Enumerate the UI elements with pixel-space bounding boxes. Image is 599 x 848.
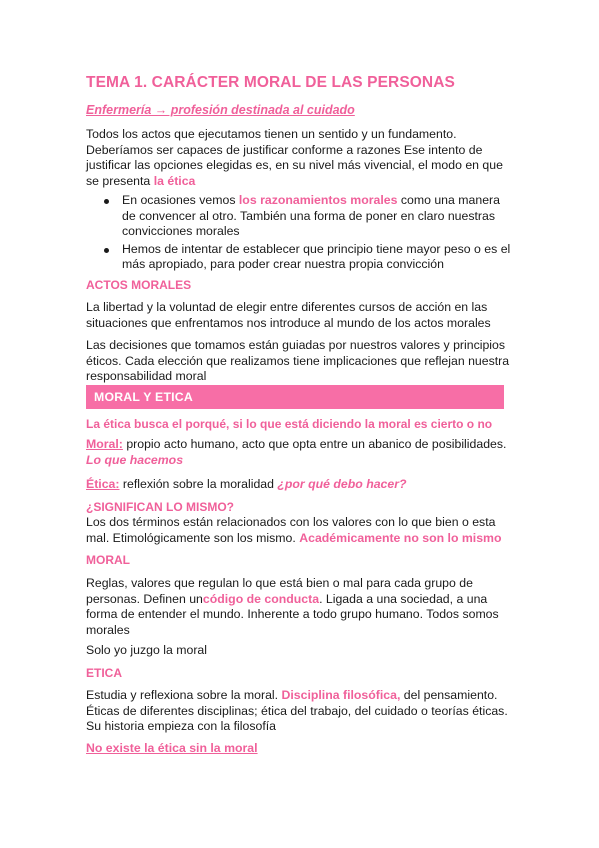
etica-highlight: Disciplina filosófica, — [281, 688, 401, 702]
actos-paragraph-1: La libertad y la voluntad de elegir entre diferentes cursos de acción en las situaciones que enfrentamos nos introduce al mundo de los actos morales — [86, 300, 491, 330]
etica-label: Ética: — [86, 477, 120, 491]
section-heading-etica: ETICA — [86, 666, 122, 680]
closing-text: No existe la ética sin la moral — [86, 741, 258, 755]
intro-highlight: la ética — [153, 173, 196, 188]
significan-paragraph — [86, 515, 516, 546]
section-heading-moral: MORAL — [86, 553, 130, 567]
bullet-text: como una manera de convencer al otro. También una forma de poner en claro nuestras convicciones morales — [122, 193, 500, 239]
moral-text-post: . Ligada a una sociedad, a una forma de entender el mundo. Inherente a todo grupo humano. Todos somos morales — [86, 591, 499, 637]
etica-def-italic: ¿por qué debo hacer? — [277, 477, 407, 491]
moral-def-text: propio acto humano, acto que opta entre un abanico de posibilidades. — [122, 437, 507, 451]
moral-text-pre: Reglas, valores que regulan lo que está bien o mal para cada grupo de personas. Definen un — [86, 576, 473, 606]
moral-paragraph-2: Solo yo juzgo la moral — [86, 643, 207, 657]
significan-highlight: Académicamente no son lo mismo — [299, 530, 502, 545]
etica-text-post: del pensamiento. Éticas de diferentes disciplinas; ética del trabajo, del cuidado o teorías éticas. Su historia empieza con la filosofía — [86, 688, 508, 734]
bullet-text: Hemos de intentar de establecer que principio tiene mayor peso o es el más apropiado, para poder crear nuestra propia convicción — [122, 241, 511, 272]
intro-paragraph — [86, 127, 516, 189]
moral-paragraph — [86, 576, 516, 638]
moral-label: Moral: — [86, 437, 123, 451]
significan-text: Los dos términos están relacionados con los valores con lo que bien o esta mal. Etimológicamente son los mismo. — [86, 515, 496, 545]
moral-definition — [86, 437, 516, 468]
section-heading-actos: ACTOS MORALES — [86, 278, 192, 292]
bullet-text: En ocasiones vemos — [122, 193, 239, 207]
bullet-highlight: los razonamientos morales — [238, 193, 398, 207]
section-band — [86, 385, 504, 409]
bullet-icon — [104, 199, 109, 204]
intro-text: Todos los actos que ejecutamos tienen un sentido y un fundamento. Deberíamos ser capaces de justificar conforme a razones Ese intento de justificar las opciones elegidas es, en su nivel más vivencial, el modo en que se presenta — [86, 127, 503, 188]
list-item — [86, 242, 516, 273]
page-title: TEMA 1. CARÁCTER MORAL DE LAS PERSONAS — [86, 74, 455, 91]
bullet-icon — [104, 248, 109, 253]
etica-definition — [86, 477, 516, 493]
bullet-list — [86, 193, 516, 275]
closing-line — [86, 741, 516, 757]
etica-text-pre: Estudia y reflexiona sobre la moral. — [86, 688, 282, 702]
etica-paragraph — [86, 688, 516, 735]
moral-highlight: código de conducta — [202, 591, 320, 606]
subtitle: Enfermería → profesión destinada al cuidado — [86, 103, 355, 117]
moral-def-italic: Lo que hacemos — [86, 452, 184, 467]
etica-summary-line: La ética busca el porqué, si lo que está diciendo la moral es cierto o no — [86, 417, 493, 431]
actos-paragraph-2: Las decisiones que tomamos están guiadas por nuestros valores y principios éticos. Cada elección que realizamos tiene implicaciones que reflejan nuestra responsabilidad moral — [86, 338, 510, 384]
list-item — [86, 193, 516, 240]
section-heading-significan: ¿SIGNIFICAN LO MISMO? — [86, 500, 234, 514]
etica-def-text: reflexión sobre la moralidad — [119, 477, 278, 491]
band-label: MORAL Y ETICA — [94, 390, 193, 404]
